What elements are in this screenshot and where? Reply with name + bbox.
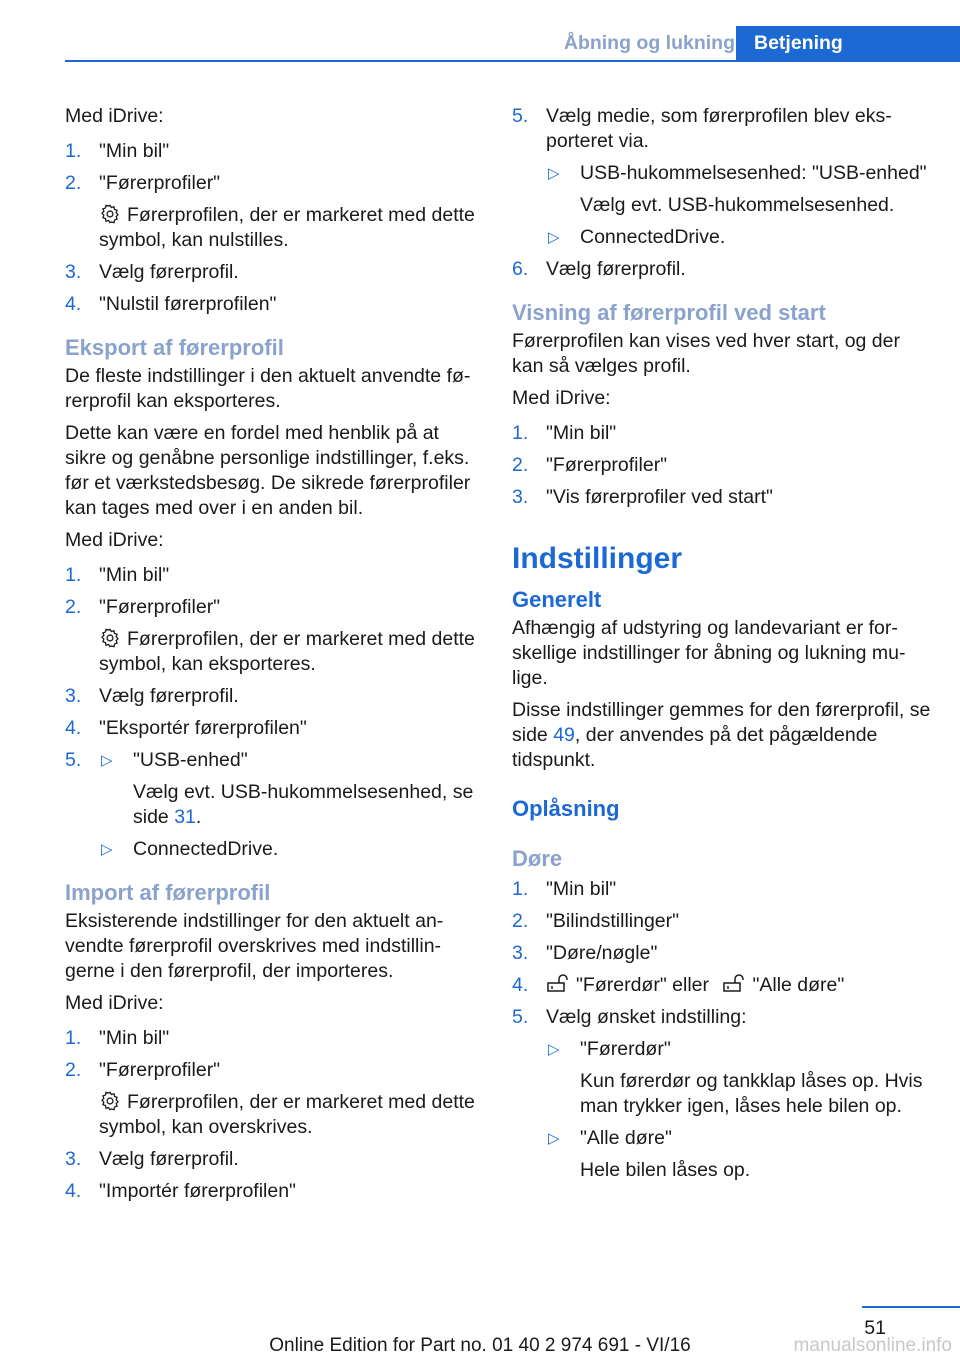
triangle-right-icon: ▷ [548,1041,560,1058]
list-item [546,225,932,250]
list-item [546,161,932,218]
option-text: USB-hukommelsesenhed: "USB-enhed" [580,162,927,184]
option-note: Kun førerdør og tankklap låses op. Hvis man trykker igen, låses hele bilen op. [580,1070,923,1117]
step-text: "Døre/nøgle" [546,942,658,964]
step-number: 2. [65,596,82,618]
step-number: 6. [512,258,529,280]
step-number: 4. [65,1180,82,1202]
step-number: 1. [65,1027,82,1049]
unlock-heading: Oplåsning [512,796,620,821]
step-number: 3. [65,1148,82,1170]
list-item [512,421,932,446]
list-item [512,485,932,510]
left-column [65,104,485,1211]
startview-heading: Visning af førerprofil ved start [512,300,826,325]
export-media-options [99,748,485,862]
import-steps [65,1026,485,1204]
doors-steps [512,877,932,1183]
list-item [99,748,485,830]
export-paragraph-2: Dette kan være en fordel med henblik på at sikre og genåbne personlige indstillinger, f.eks. før et værkstedsbesøg. De sikrede førerprofiler kan tages med over i en anden bil. [65,422,471,519]
list-item [65,1026,485,1051]
list-item [65,684,485,709]
list-item [512,104,932,250]
list-item [512,453,932,478]
step-text: Vælg førerprofil. [99,261,239,283]
step-text: "Førerdør" eller [576,974,710,996]
page-number: 51 [864,1317,886,1339]
step-number: 5. [65,749,82,771]
list-item [65,716,485,741]
startview-paragraph: Førerprofilen kan vises ved hver start, og der kan så vælges profil. [512,330,900,377]
step-text: Vælg ønsket indstilling: [546,1006,747,1028]
triangle-right-icon: ▷ [101,841,113,858]
export-intro: Med iDrive: [65,529,164,551]
header-section-title: Åbning og lukning [563,32,735,54]
paragraph-text: , der anvendes på det pågældende tidspunkt. [512,724,878,771]
door-unlock-icon [546,973,570,995]
list-item [65,292,485,317]
step-number: 3. [65,261,82,283]
step-text: "Førerprofiler" [546,454,668,476]
gear-icon [99,203,121,225]
list-item [546,1037,932,1119]
step-text: "Importér førerprofilen" [99,1180,296,1202]
step-note [99,627,485,677]
step-text: "Min bil" [99,564,170,586]
step-text: Vælg førerprofil. [99,685,239,707]
unlock-options [546,1037,932,1183]
general-paragraph-1: Afhængig af udstyring og landevariant er for-skellige indstillinger for åbning og lukning mu-lige. [512,617,906,689]
step-number: 4. [512,974,529,996]
option-text: "Førerdør" [580,1038,671,1060]
option-text: ConnectedDrive. [580,226,726,248]
list-item [512,257,932,282]
step-number: 1. [65,564,82,586]
step-note [99,1090,485,1140]
export-steps [65,563,485,862]
export-heading: Eksport af førerprofil [65,335,284,360]
header-rule [65,60,960,62]
step-text: "Min bil" [546,878,617,900]
general-paragraph-2 [512,698,932,773]
export-steps-continued [512,104,932,282]
step-number: 1. [65,140,82,162]
step-number: 2. [65,1059,82,1081]
list-item [65,1179,485,1204]
list-item [65,1058,485,1140]
triangle-right-icon: ▷ [548,229,560,246]
step-text: "Min bil" [99,1027,170,1049]
step-text: "Min bil" [99,140,170,162]
header-chapter-tab: Betjening [736,26,960,60]
step-number: 4. [65,293,82,315]
step-number: 3. [512,486,529,508]
step-number: 5. [512,105,529,127]
triangle-right-icon: ▷ [101,752,113,769]
list-item [65,595,485,677]
option-text: ConnectedDrive. [133,838,279,860]
step-text: "Alle døre" [752,974,845,996]
list-item [65,139,485,164]
list-item [512,1005,932,1183]
triangle-right-icon: ▷ [548,1130,560,1147]
option-text: "Alle døre" [580,1127,672,1149]
doors-heading: Døre [512,846,563,871]
step-text: Vælg førerprofil. [99,1148,239,1170]
list-item [512,973,932,998]
paragraph-text: Disse indstillinger gemmes for den førerprofil, se side [512,699,931,746]
list-item [546,1126,932,1183]
right-column [512,104,932,1190]
door-unlock-icon [722,973,746,995]
note-text: Førerprofilen, der er markeret med dette symbol, kan overskrives. [99,1091,475,1138]
intro-text: Med iDrive: [65,105,164,127]
step-number: 5. [512,1006,529,1028]
step-note [99,203,485,253]
step-text: "Førerprofiler" [99,596,221,618]
page-link[interactable]: 49 [553,724,575,746]
step-text: "Nulstil førerprofilen" [99,293,277,315]
media-options [546,161,932,250]
list-item [512,941,932,966]
step-number: 1. [512,422,529,444]
gear-icon [99,1090,121,1112]
triangle-right-icon: ▷ [548,165,560,182]
step-text: "Min bil" [546,422,617,444]
step-number: 3. [512,942,529,964]
step-number: 4. [65,717,82,739]
edition-footer: Online Edition for Part no. 01 40 2 974 691 - VI/16 [269,1335,691,1356]
option-text: "USB-enhed" [133,749,248,771]
general-heading: Generelt [512,587,602,612]
note-text: Førerprofilen, der er markeret med dette symbol, kan eksporteres. [99,628,475,675]
step-text: "Vis førerprofiler ved start" [546,486,773,508]
import-paragraph-1: Eksisterende indstillinger for den aktuelt an-vendte førerprofil overskrives med indstillin-gerne i den førerprofil, der importeres. [65,910,444,982]
import-heading: Import af førerprofil [65,880,271,905]
list-item [99,837,485,862]
list-item [65,563,485,588]
page-link[interactable]: 31 [174,806,196,828]
option-note: Hele bilen låses op. [580,1159,751,1181]
option-note [133,780,485,830]
list-item [512,877,932,902]
step-text: "Bilindstillinger" [546,910,680,932]
export-paragraph-1: De fleste indstillinger i den aktuelt anvendte fø-rerprofil kan eksporteres. [65,365,471,412]
list-item [512,909,932,934]
list-item [65,260,485,285]
startview-intro: Med iDrive: [512,387,611,409]
list-item [65,171,485,253]
step-text: "Førerprofiler" [99,1059,221,1081]
step-text: Vælg førerprofil. [546,258,686,280]
import-intro: Med iDrive: [65,992,164,1014]
step-number: 1. [512,878,529,900]
list-item [65,748,485,862]
watermark: manualsonline.info [793,1335,952,1356]
step-text: "Eksportér førerprofilen" [99,717,307,739]
footer-rule [862,1306,960,1308]
note-text: . [195,806,202,828]
note-text: Vælg evt. USB-hukommelsesenhed, se side [133,781,474,828]
step-number: 3. [65,685,82,707]
step-number: 2. [512,910,529,932]
step-text: Vælg medie, som førerprofilen blev eks-porteret via. [546,105,892,152]
note-text: Førerprofilen, der er markeret med dette symbol, kan nulstilles. [99,204,475,251]
startview-steps [512,421,932,510]
option-note: Vælg evt. USB-hukommelsesenhed. [580,194,895,216]
settings-title: Indstillinger [512,542,683,575]
reset-steps [65,139,485,317]
page-header [0,26,960,62]
gear-icon [99,627,121,649]
step-text: "Førerprofiler" [99,172,221,194]
step-number: 2. [512,454,529,476]
list-item [65,1147,485,1172]
step-number: 2. [65,172,82,194]
